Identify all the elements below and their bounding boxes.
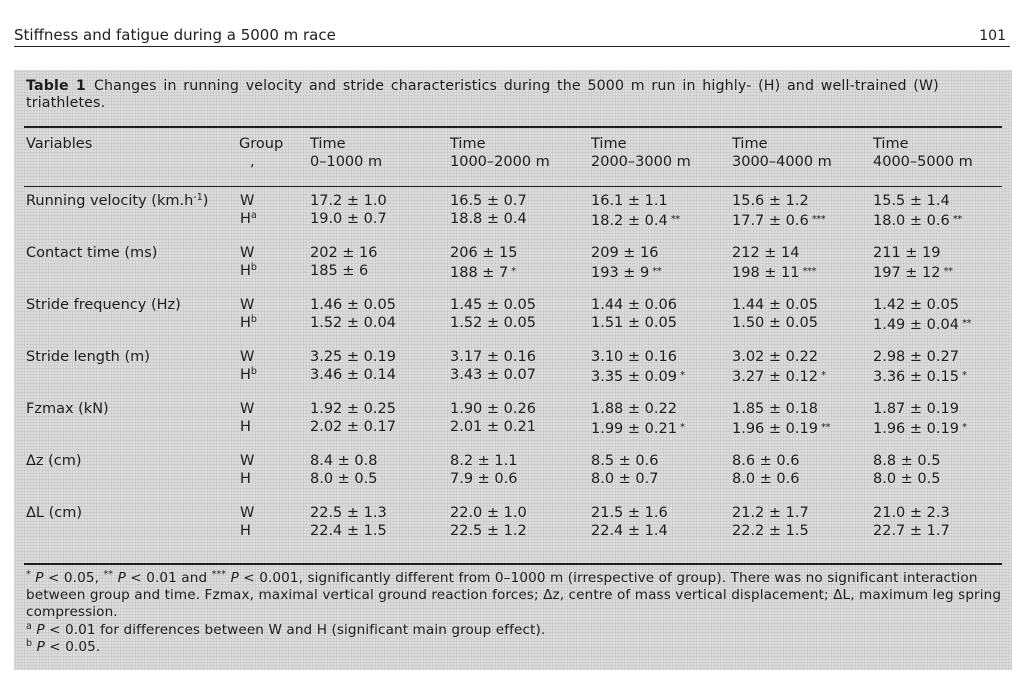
cell-value: 1.99 ± 0.21 xyxy=(591,421,677,437)
table-cell xyxy=(873,193,950,210)
header-group-mark: , xyxy=(250,154,255,170)
significance-mark: ** xyxy=(652,266,662,277)
cell-value: 198 ± 11 xyxy=(732,265,800,281)
table-cell xyxy=(732,523,809,540)
table-cell xyxy=(591,263,661,282)
table-label: Table 1 xyxy=(26,78,86,94)
group-code: H xyxy=(240,211,251,227)
cell-value: 193 ± 9 xyxy=(591,265,650,281)
group-code: H xyxy=(240,263,251,279)
page-number: 101 xyxy=(979,28,1006,44)
footnote-mark: a xyxy=(26,621,32,632)
variable-name: Stride frequency (Hz) xyxy=(26,297,181,313)
variable-name-suffix: ) xyxy=(202,193,209,209)
table-cell xyxy=(732,349,818,366)
footnote-mark: b xyxy=(26,638,33,649)
header-time-range: 3000–4000 m xyxy=(732,154,832,170)
cell-value: 18.2 ± 0.4 xyxy=(591,213,668,229)
cell-value: 3.46 ± 0.14 xyxy=(310,367,396,383)
group-label xyxy=(240,315,257,332)
group-label xyxy=(240,419,251,436)
cell-value: 1.50 ± 0.05 xyxy=(732,315,818,331)
cell-value: 197 ± 12 xyxy=(873,265,941,281)
table-cell xyxy=(873,367,966,386)
table-cell xyxy=(310,471,378,488)
cell-value: 21.2 ± 1.7 xyxy=(732,505,809,521)
cell-value: 17.2 ± 1.0 xyxy=(310,193,387,209)
footnote-mark: *** xyxy=(211,569,227,580)
significance-mark: * xyxy=(511,266,516,277)
footnote-text: < 0.05. xyxy=(44,639,101,655)
group-code: W xyxy=(240,505,255,521)
table-cell xyxy=(450,211,527,228)
table-cell xyxy=(310,211,387,228)
significance-mark: ** xyxy=(820,422,830,433)
table-cell xyxy=(310,505,387,522)
variable-unit-superscript: -1 xyxy=(193,192,203,203)
cell-value: 8.5 ± 0.6 xyxy=(591,453,659,469)
cell-value: 3.27 ± 0.12 xyxy=(732,369,818,385)
cell-value: 16.5 ± 0.7 xyxy=(450,193,527,209)
variable-label xyxy=(26,349,150,366)
group-footnote-mark: a xyxy=(250,210,257,221)
footnote-significance xyxy=(26,570,1006,621)
cell-value: 3.36 ± 0.15 xyxy=(873,369,959,385)
significance-mark: *** xyxy=(811,214,826,225)
group-code: W xyxy=(240,297,255,313)
p-symbol: P xyxy=(36,622,45,638)
cell-value: 18.0 ± 0.6 xyxy=(873,213,950,229)
group-footnote-mark: b xyxy=(250,366,257,377)
group-code: H xyxy=(240,367,251,383)
table-cell xyxy=(591,315,677,332)
cell-value: 22.5 ± 1.3 xyxy=(310,505,387,521)
group-code: H xyxy=(240,471,251,487)
table-cell xyxy=(873,211,962,230)
header-time-label: Time xyxy=(732,136,768,152)
table-header-rule xyxy=(24,186,1002,187)
p-symbol: P xyxy=(117,570,126,586)
table-cell xyxy=(732,367,825,386)
cell-value: 8.0 ± 0.5 xyxy=(310,471,378,487)
table-cell xyxy=(450,263,516,282)
header-time-range: 0–1000 m xyxy=(310,154,383,170)
table-cell xyxy=(732,453,800,470)
cell-value: 8.6 ± 0.6 xyxy=(732,453,800,469)
cell-value: 21.0 ± 2.3 xyxy=(873,505,950,521)
variable-label xyxy=(26,453,82,470)
cell-value: 1.87 ± 0.19 xyxy=(873,401,959,417)
p-symbol: P xyxy=(230,570,239,586)
cell-value: 7.9 ± 0.6 xyxy=(450,471,518,487)
cell-value: 3.35 ± 0.09 xyxy=(591,369,677,385)
cell-value: 185 ± 6 xyxy=(310,263,369,279)
cell-value: 18.8 ± 0.4 xyxy=(450,211,527,227)
variable-name: Fzmax (kN) xyxy=(26,401,109,417)
group-code: H xyxy=(240,419,251,435)
group-label xyxy=(240,211,257,228)
running-header xyxy=(14,24,1010,47)
cell-value: 22.4 ± 1.4 xyxy=(591,523,668,539)
table-cell xyxy=(591,211,680,230)
table-cell xyxy=(310,401,396,418)
table-cell xyxy=(591,297,677,314)
table-cell xyxy=(873,297,959,314)
table-cell xyxy=(591,471,659,488)
significance-mark: * xyxy=(961,370,967,381)
cell-value: 8.0 ± 0.7 xyxy=(591,471,659,487)
table-cell xyxy=(873,401,959,418)
group-label xyxy=(240,263,257,280)
significance-mark: * xyxy=(679,370,685,381)
variable-label xyxy=(26,245,157,262)
variable-label xyxy=(26,505,82,522)
table-cell xyxy=(732,471,800,488)
cell-value: 2.02 ± 0.17 xyxy=(310,419,396,435)
table-caption-text: Changes in running velocity and stride characteristics during the 5000 m run in highly- (H) and well-trained (W) triathletes. xyxy=(26,78,939,111)
cell-value: 3.43 ± 0.07 xyxy=(450,367,536,383)
table-cell xyxy=(873,315,971,334)
cell-value: 1.44 ± 0.06 xyxy=(591,297,677,313)
cell-value: 1.92 ± 0.25 xyxy=(310,401,396,417)
cell-value: 1.96 ± 0.19 xyxy=(732,421,818,437)
group-code: W xyxy=(240,401,255,417)
cell-value: 206 ± 15 xyxy=(450,245,518,261)
table-bottom-rule xyxy=(24,563,1002,565)
variable-name: Contact time (ms) xyxy=(26,245,158,261)
table-cell xyxy=(450,245,518,262)
p-symbol: P xyxy=(35,570,44,586)
significance-mark: ** xyxy=(943,266,953,277)
footnote-mark: ** xyxy=(103,569,114,580)
group-label xyxy=(240,471,251,488)
group-code: H xyxy=(240,315,251,331)
table-cell xyxy=(732,401,818,418)
table-cell xyxy=(873,471,941,488)
table-cell xyxy=(450,453,518,470)
significance-mark: * xyxy=(820,370,826,381)
table-cell xyxy=(873,349,959,366)
group-label xyxy=(240,349,254,366)
table-cell xyxy=(732,419,830,438)
group-label xyxy=(240,523,251,540)
table-cell xyxy=(450,349,536,366)
table-cell xyxy=(450,297,536,314)
variable-name: Running velocity (km.h xyxy=(26,193,194,209)
table-cell xyxy=(732,505,809,522)
table-cell xyxy=(732,297,818,314)
significance-mark: * xyxy=(679,422,685,433)
variable-label xyxy=(26,193,208,210)
table-cell xyxy=(310,315,396,332)
significance-mark: ** xyxy=(961,318,971,329)
variable-label xyxy=(26,401,109,418)
table-cell xyxy=(732,263,816,282)
cell-value: 1.85 ± 0.18 xyxy=(732,401,818,417)
footnote-mark: * xyxy=(26,569,31,580)
cell-value: 3.02 ± 0.22 xyxy=(732,349,818,365)
cell-value: 1.88 ± 0.22 xyxy=(591,401,677,417)
table-cell xyxy=(732,193,809,210)
cell-value: 22.5 ± 1.2 xyxy=(450,523,527,539)
cell-value: 22.7 ± 1.7 xyxy=(873,523,950,539)
table-cell xyxy=(732,315,818,332)
p-symbol: P xyxy=(36,639,45,655)
cell-value: 8.0 ± 0.6 xyxy=(732,471,800,487)
significance-mark: ** xyxy=(952,214,962,225)
table-cell xyxy=(591,401,677,418)
group-label xyxy=(240,505,254,522)
cell-value: 3.25 ± 0.19 xyxy=(310,349,396,365)
cell-value: 1.44 ± 0.05 xyxy=(732,297,818,313)
cell-value: 22.0 ± 1.0 xyxy=(450,505,527,521)
group-footnote-mark: b xyxy=(250,262,257,273)
significance-mark: *** xyxy=(802,266,816,277)
table-cell xyxy=(310,193,387,210)
table-cell xyxy=(310,367,396,384)
header-time-range: 4000–5000 m xyxy=(873,154,973,170)
table-cell xyxy=(310,349,396,366)
table-cell xyxy=(873,453,941,470)
table-cell xyxy=(450,367,536,384)
table-cell xyxy=(310,453,378,470)
cell-value: 3.17 ± 0.16 xyxy=(450,349,536,365)
table-cell xyxy=(591,419,684,438)
cell-value: 15.6 ± 1.2 xyxy=(732,193,809,209)
cell-value: 15.5 ± 1.4 xyxy=(873,193,950,209)
header-time-range: 2000–3000 m xyxy=(591,154,691,170)
footnote-text: < 0.05, xyxy=(43,570,104,586)
cell-value: 21.5 ± 1.6 xyxy=(591,505,668,521)
cell-value: 16.1 ± 1.1 xyxy=(591,193,668,209)
table-top-rule xyxy=(24,126,1002,128)
table-cell xyxy=(873,523,950,540)
header-time-label: Time xyxy=(591,136,627,152)
table-cell xyxy=(310,263,368,280)
header-time-label: Time xyxy=(310,136,346,152)
table-cell xyxy=(732,245,800,262)
cell-value: 2.01 ± 0.21 xyxy=(450,419,536,435)
header-group: Group xyxy=(239,136,284,152)
variable-label xyxy=(26,297,181,314)
table-cell xyxy=(310,419,396,436)
table-cell xyxy=(450,315,536,332)
table-cell xyxy=(450,193,527,210)
cell-value: 8.0 ± 0.5 xyxy=(873,471,941,487)
cell-value: 8.8 ± 0.5 xyxy=(873,453,941,469)
table-cell xyxy=(591,349,677,366)
group-label xyxy=(240,453,254,470)
cell-value: 2.98 ± 0.27 xyxy=(873,349,959,365)
group-code: H xyxy=(240,523,251,539)
table-cell xyxy=(450,419,536,436)
table-cell xyxy=(591,367,684,386)
cell-value: 211 ± 19 xyxy=(873,245,941,261)
cell-value: 1.52 ± 0.04 xyxy=(310,315,396,331)
cell-value: 22.2 ± 1.5 xyxy=(732,523,809,539)
variable-name: Δz (cm) xyxy=(26,453,82,469)
cell-value: 1.42 ± 0.05 xyxy=(873,297,959,313)
cell-value: 1.90 ± 0.26 xyxy=(450,401,536,417)
footnote-text: < 0.01 for differences between W and H (significant main group effect). xyxy=(44,622,546,638)
header-time-label: Time xyxy=(873,136,909,152)
cell-value: 202 ± 16 xyxy=(310,245,378,261)
cell-value: 8.2 ± 1.1 xyxy=(450,453,518,469)
cell-value: 22.4 ± 1.5 xyxy=(310,523,387,539)
group-code: W xyxy=(240,453,255,469)
group-label xyxy=(240,245,254,262)
cell-value: 1.96 ± 0.19 xyxy=(873,421,959,437)
cell-value: 1.52 ± 0.05 xyxy=(450,315,536,331)
table-caption xyxy=(26,78,1006,112)
footnote-a xyxy=(26,622,1006,639)
table-cell xyxy=(450,401,536,418)
group-footnote-mark: b xyxy=(250,314,257,325)
table-cell xyxy=(873,263,953,282)
header-time-label: Time xyxy=(450,136,486,152)
table-cell xyxy=(732,211,825,230)
group-code: W xyxy=(240,349,255,365)
group-label xyxy=(240,401,254,418)
table-cell xyxy=(310,245,378,262)
footnote-text: < 0.001, significantly different from 0–1000 m (irrespective of group). There was no significant interaction between group and time. Fzmax, maximal vertical ground reaction forces; Δz, centre of mass vertical displacement; ΔL, maximum leg spring compression. xyxy=(26,570,1002,620)
table-cell xyxy=(450,471,518,488)
header-variables: Variables xyxy=(26,136,93,152)
group-code: W xyxy=(240,193,255,209)
cell-value: 3.10 ± 0.16 xyxy=(591,349,677,365)
cell-value: 212 ± 14 xyxy=(732,245,800,261)
table-cell xyxy=(450,505,527,522)
cell-value: 209 ± 16 xyxy=(591,245,659,261)
cell-value: 17.7 ± 0.6 xyxy=(732,213,809,229)
table-cell xyxy=(310,523,387,540)
cell-value: 1.45 ± 0.05 xyxy=(450,297,536,313)
table-cell xyxy=(873,245,941,262)
table-cell xyxy=(873,419,966,438)
cell-value: 1.49 ± 0.04 xyxy=(873,317,959,333)
cell-value: 8.4 ± 0.8 xyxy=(310,453,378,469)
table-cell xyxy=(591,505,668,522)
table-panel xyxy=(14,70,1012,670)
table-cell xyxy=(591,193,668,210)
table-cell xyxy=(591,523,668,540)
group-code: W xyxy=(240,245,255,261)
cell-value: 19.0 ± 0.7 xyxy=(310,211,387,227)
variable-name: Stride length (m) xyxy=(26,349,150,365)
cell-value: 1.46 ± 0.05 xyxy=(310,297,396,313)
group-label xyxy=(240,193,254,210)
significance-mark: ** xyxy=(670,214,680,225)
cell-value: 1.51 ± 0.05 xyxy=(591,315,677,331)
running-header-title: Stiffness and fatigue during a 5000 m race xyxy=(14,26,336,44)
group-label xyxy=(240,297,254,314)
significance-mark: * xyxy=(961,422,967,433)
cell-value: 188 ± 7 xyxy=(450,265,509,281)
table-cell xyxy=(591,245,659,262)
footnote-text: < 0.01 and xyxy=(125,570,212,586)
table-cell xyxy=(591,453,659,470)
group-label xyxy=(240,367,257,384)
table-cell xyxy=(873,505,950,522)
footnote-b xyxy=(26,639,1006,656)
table-cell xyxy=(450,523,527,540)
header-time-range: 1000–2000 m xyxy=(450,154,550,170)
table-cell xyxy=(310,297,396,314)
variable-name: ΔL (cm) xyxy=(26,505,83,521)
